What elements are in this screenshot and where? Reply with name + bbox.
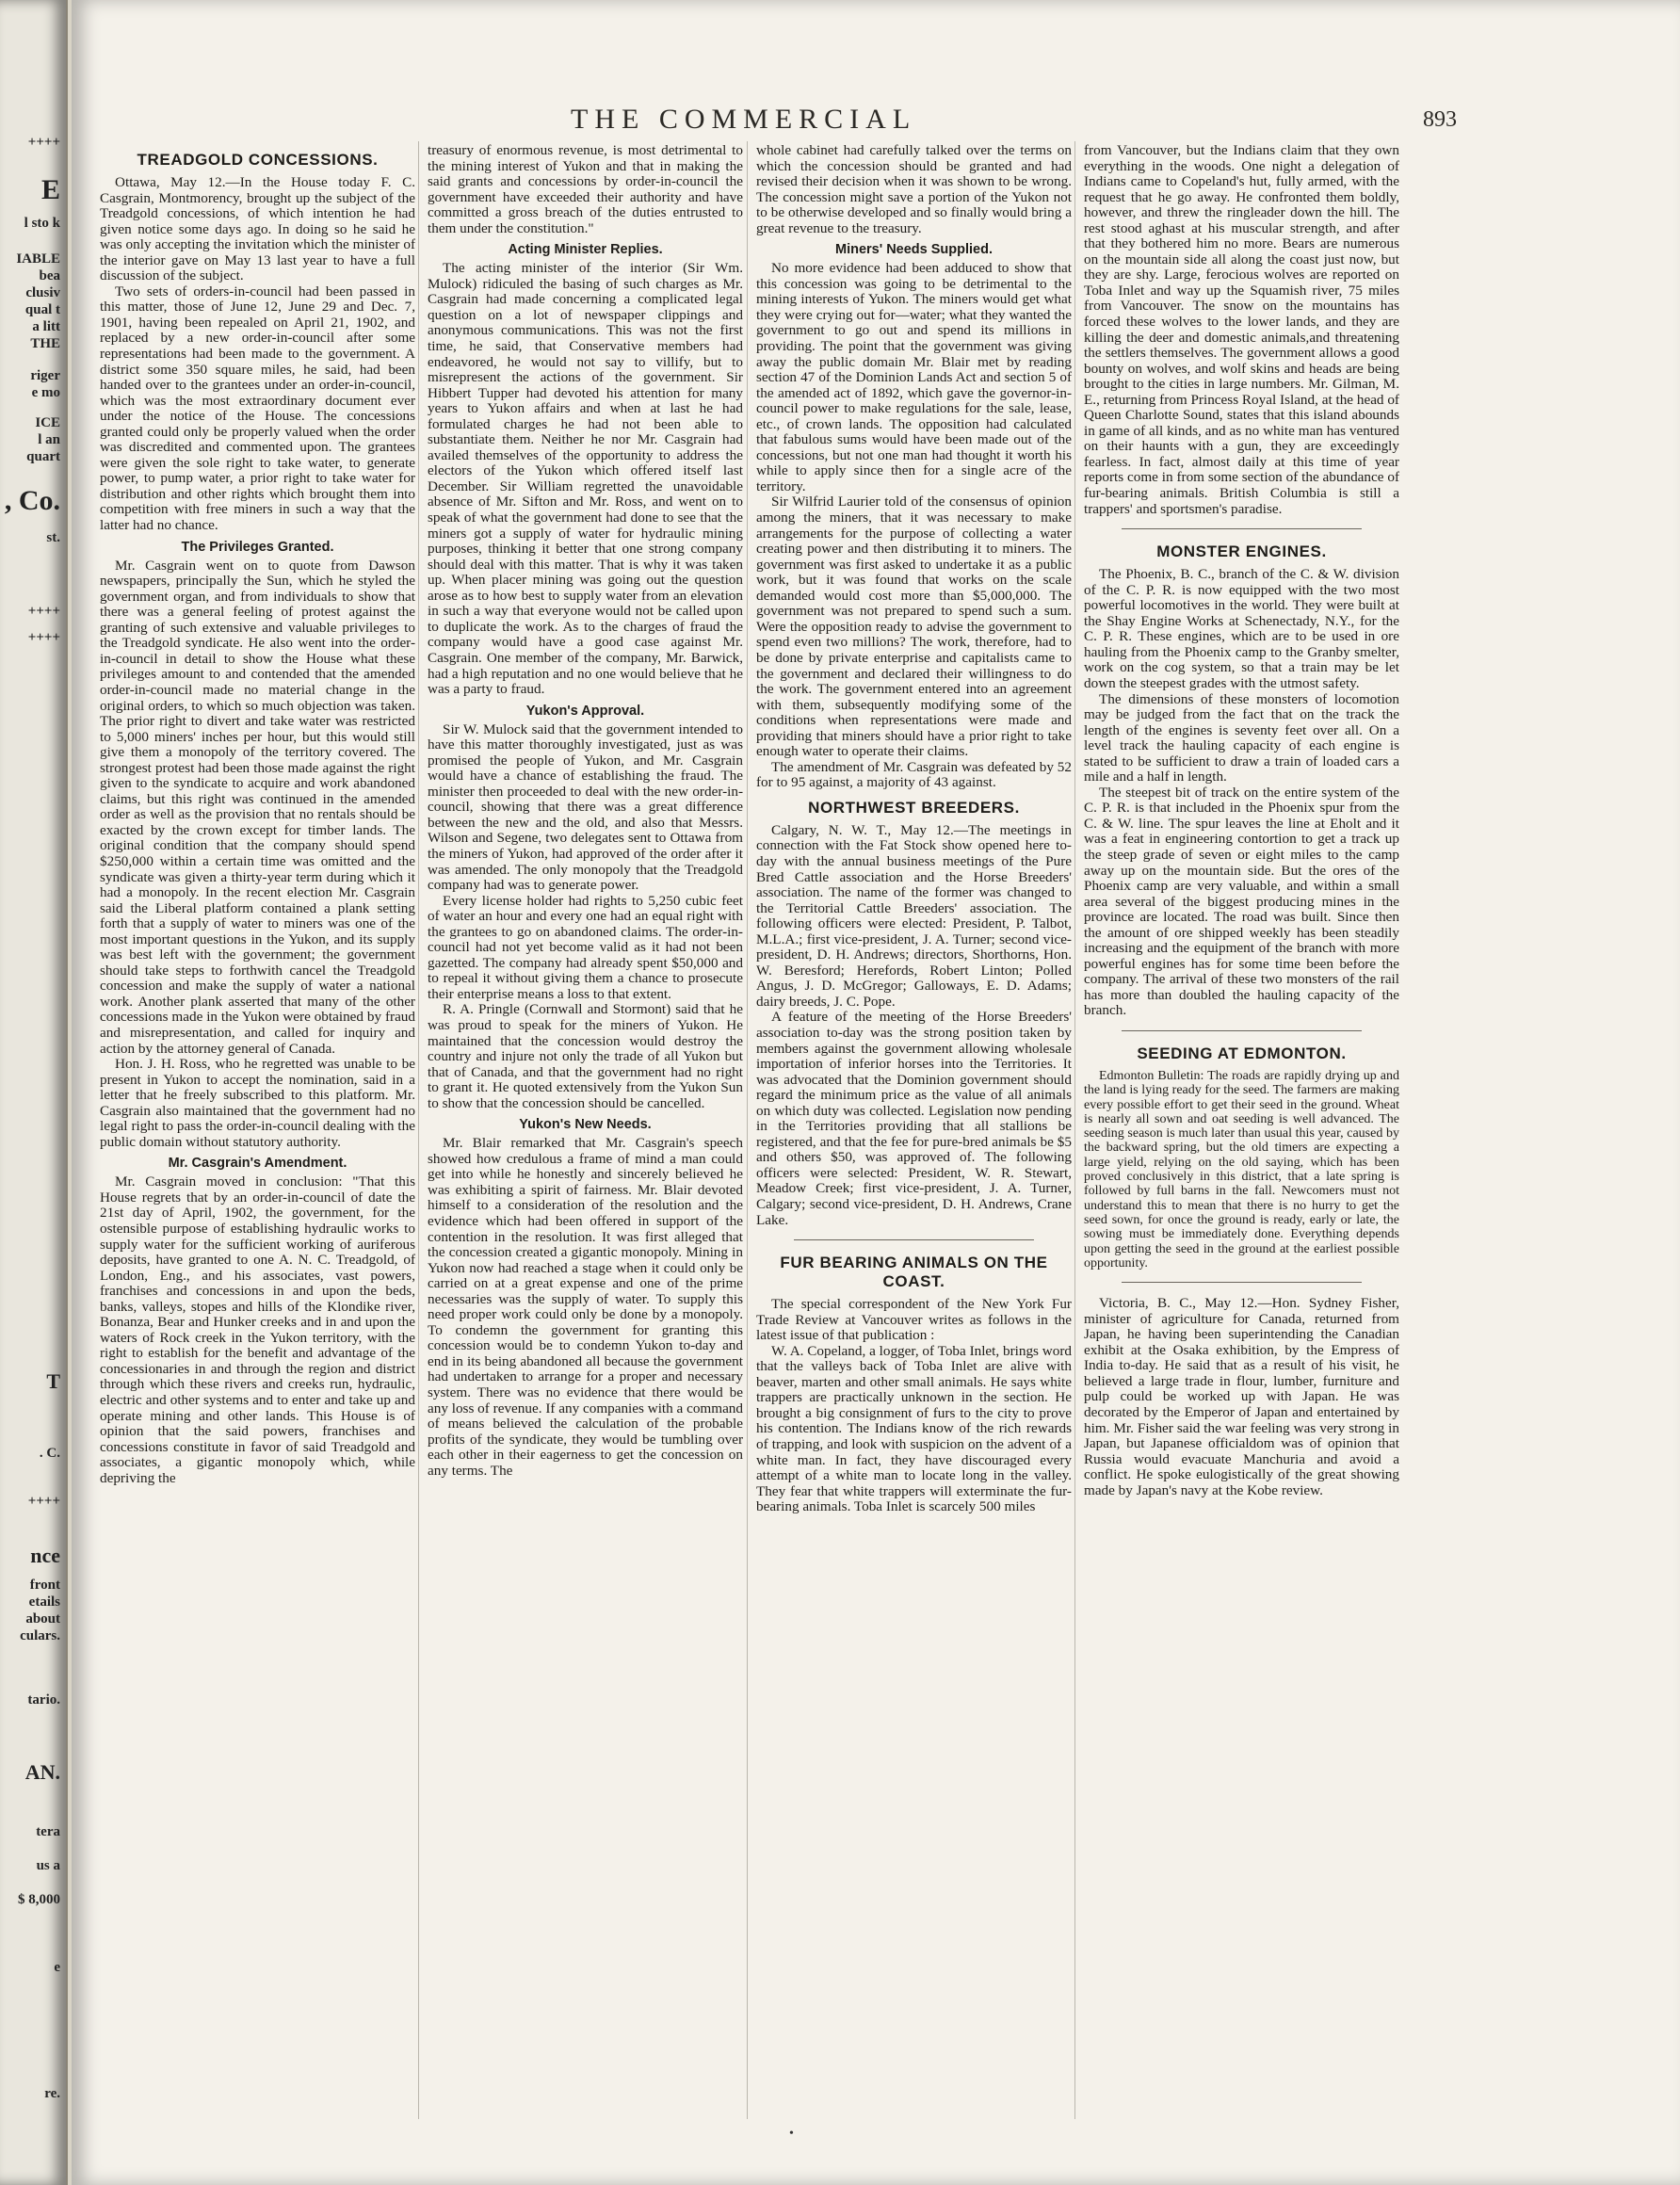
previous-page-fragment: etails [28, 1594, 60, 1610]
previous-page-fragment: . C. [39, 1446, 60, 1461]
page-dot: • [789, 2127, 794, 2141]
previous-page-fragment: front [29, 1578, 60, 1593]
previous-page-fragment: ++++ [27, 604, 60, 619]
masthead-title: THE COMMERCIAL [571, 104, 917, 135]
article-paragraph: The dimensions of these monsters of locomotion may be judged from the fact that on the track the length of the engines is seventy feet over all. On a level track the hauling capacity of each engine is stated to be sufficient to draw a train of loaded cars a mile and a half in length. [1084, 690, 1399, 785]
column-rule [418, 141, 419, 2119]
article-divider [1122, 1282, 1362, 1283]
previous-page-fragment: a litt [32, 319, 60, 334]
previous-page-fragment: ++++ [27, 135, 60, 150]
article-paragraph: A feature of the meeting of the Horse Breeders' association to-day was the strong position taken by members against the government allowing wholesale importation of inferior horses into the Territories. It was advocated that the Dominion government should regard the minimum price as the value of all animals on which duty was collected. Legislation now pending in the Territories providing that all stallions be registered, and that the fee for pure-bred animals be $5 and others $50, was approved of. The following officers were selected: President, W. R. Stewart, Meadow Creek; first vice-president, J. A. Turner, Calgary; second vice-president, D. H. Andrews, Crane Lake. [756, 1009, 1072, 1228]
article-heading: MONSTER ENGINES. [1156, 542, 1327, 561]
article-paragraph: The special correspondent of the New York Fur Trade Review at Vancouver writes as follows in the latest issue of that publication : [756, 1296, 1072, 1344]
article-paragraph: R. A. Pringle (Cornwall and Stormont) said that he was proud to speak for the miners of Yukon. He maintained that the concession would destroy the country and injure not only the trade of all Yukon but that of Canada, and that the government had no right to grant it. He quoted extensively from the Yukon Sun to show that the concession should be cancelled. [428, 1001, 743, 1111]
previous-page-edge [0, 0, 66, 2185]
previous-page-fragment: T [46, 1369, 60, 1393]
previous-page-fragment: e mo [31, 385, 60, 400]
column-rule [747, 141, 748, 2119]
article-paragraph: Mr. Casgrain moved in conclusion: "That this House regrets that by an order-in-council of date the 21st day of April, 1902, the government, for the ostensible purpose of establishing hydraulic works to supply water for the sufficient working of auriferous deposits, have granted to one A. N. C. Treadgold, of London, Eng., and his associates, vast powers, franchises and concessions in and upon the beds, banks, valleys, stopes and hills of the Klondike river, Bonanza, Bear and Hunker creeks and in and upon the waters of Rock creek in the Yukon territory, with the right to establish for the benefit and advantage of the concessionaries in and through the region and district through which these rivers and creeks run, hydraulic, electric and other systems and to enter and take up and operate mining and other lands. This House is of opinion that the said powers, franchises and concessions constitute in favor of said Treadgold and associates, a gigantic monopoly which, while depriving the [100, 1173, 415, 1486]
article-paragraph: whole cabinet had carefully talked over the terms on which the concession should be granted and had revised their decision when it was shown to be wrong. The concession might save a portion of the Yukon not to be otherwise developed and so finally would bring a great revenue to the treasury. [756, 143, 1072, 236]
previous-page-fragment: , Co. [4, 485, 60, 516]
article-paragraph: The acting minister of the interior (Sir Wm. Mulock) ridiculed the basing of such charges as Mr. Casgrain had made concerning a complicated legal question on a lot of newspaper clippings and anonymous communications. This was not the first time, he said, that Conservative members had endeavored, he would not say to villify, but to misrepresent the actions of the government. Sir Hibbert Tupper had devoted his attention for many years to Yukon affairs and when at last he had formulated charges he had not been able to substantiate them. Neither he nor Mr. Casgrain had availed themselves of the opportunity to address the electors of the Yukon which offered itself last December. Sir William regretted the unavoidable absence of Mr. Sifton and Mr. Ross, and went on to speak of what the government had done to see that the miners got a supply of water for hydraulic mining purposes, thinking it better that one strong company should deal with this matter. That is why it was taken up. When placer mining was going out the question arose as to how best to supply water from an elevation in such a way that everyone would not be called upon to duplicate the work. As to the charges of fraud the company would have a good case against Mr. Casgrain. One member of the company, Mr. Barwick, had a high reputation and no one would believe that he was a party to fraud. [428, 260, 743, 698]
article-heading: Miners' Needs Supplied. [834, 242, 993, 258]
article-paragraph: No more evidence had been adduced to show that this concession was going to be detrimental to the mining interests of Yukon. The miners would get what they were crying out for—water; what they wanted the government to go out and spend its millions in providing. The point that the government was giving away the public domain Mr. Blair met by reading section 47 of the Dominion Lands Act and section 5 of the amended act of 1892, which gave the governor-in-council power to make regulations for the sale, lease, etc., of crown lands. The opposition had calculated that fabulous sums would have been made out of the concessions, but not one man had thought it worth his while to apply since then for a single acre of the territory. [756, 260, 1072, 494]
article-paragraph: Mr. Blair remarked that Mr. Casgrain's speech showed how credulous a frame of mind a man could get into while he honestly and sincerely believed he was exhibiting a spirit of fairness. Mr. Blair devoted himself to a consideration of the resolution and the evidence which had been offered in support of the contention in the resolution. It was first alleged that the concession created a gigantic monopoly. Mining in Yukon now had reached a stage when it could only be carried on at a great expense and one of the prime necessaries was the supply of water. To supply this need proper work could only be done by a monopoly. To condemn the government for granting this concession would be to condemn Yukon to-day and end in its being abandoned all because the government had undertaken to arrange for a proper and necessary system. There was no evidence that there would be any loss of revenue. If any companies with a command of means believed the calculation of the probable profits of the syndicate, they would be tumbling over each other in their eagerness to get the concession on any terms. The [428, 1135, 743, 1479]
previous-page-fragment: culars. [20, 1628, 60, 1643]
article-paragraph: treasury of enormous revenue, is most detrimental to the mining interest of Yukon and that in making the said grants and concessions by order-in-council the government have exceeded their authority and have committed a gross breach of the duties entrusted to them under the constitution." [428, 143, 743, 236]
article-divider [794, 1239, 1034, 1240]
article-heading: SEEDING AT EDMONTON. [1137, 1044, 1347, 1062]
article-divider [1122, 528, 1362, 529]
article-paragraph: Sir Wilfrid Laurier told of the consensus of opinion among the miners, that it was necessary to make arrangements for the purpose of collecting a water creating power and then distributing it to miners. The government was first asked to undertake it as a public work, but it was found that works on the scale demanded would cost more than $5,000,000. The government was not prepared to spend such a sum. Were the opposition ready to advise the government to spend even two millions? The work, therefore, had to be done by private enterprise and capitalists came to the government and declared their willingness to do the work. The government entered into an agreement with them, subsequently modifying some of the conditions when representations were made and providing that miners should have a prior right to take enough water to operate their claims. [756, 494, 1072, 760]
previous-page-fragment: AN. [24, 1760, 60, 1784]
previous-page-fragment: qual t [24, 302, 60, 317]
article-paragraph: Mr. Casgrain went on to quote from Dawson newspapers, principally the Sun, which he styled the government organ, and from individuals to show that there was a general feeling of protest against the granting of such extensive and valuable privileges to the Treadgold syndicate. He also went into the order-in-council in detail to show the House what these privileges amount to and contended that the amended order-in-council made no material change in the original orders, to which so much objection was taken. The prior right to divert and take water was restricted to 5,000 miners' inches per hour, but this would still give them a monopoly of the territory covered. The strongest protest had been those made against the right given to the syndicate to acquire and work abandoned claims, but this right was continued in the amended order as well as the provision that no rentals should be exacted by the crown except for timber lands. The original condition that the company should spend $250,000 within a certain time was omitted and the syndicate was given a thirty-year term during which it had a monopoly. In the recent election Mr. Casgrain said the Liberal platform contained a plank setting forth that a supply of water to miners was one of the most important questions in the Yukon, and its supply was best left with the government; the government should take steps to forthwith cancel the Treadgold concession and make the supply of water a national work. Another plank asserted that many of the other concessions made in the Yukon were obtained by fraud and misrepresentation, and called for inquiry and action by the attorney general of Canada. [100, 557, 415, 1057]
article-paragraph: The amendment of Mr. Casgrain was defeated by 52 for to 95 against, a majority of 43 against. [756, 758, 1072, 791]
article-paragraph: Victoria, B. C., May 12.—Hon. Sydney Fisher, minister of agriculture for Canada, returned from Japan, he having been superintending the Canadian exhibit at the Osaka exhibition, by the Empress of India to-day. He said that as a result of his visit, he believed a large trade in flour, lumber, furniture and pulp could be worked up with Japan. He was decorated by the Emperor of Japan and entertained by him. Mr. Fisher said the war feeling was very strong in Japan, but Japanese officialdom was of opinion that Russia would evacuate Manchuria and avoid a conflict. He spoke eulogistically of the great showing made by Japan's navy at the Kobe review. [1084, 1295, 1399, 1498]
previous-page-fragment: $ 8,000 [18, 1892, 60, 1907]
previous-page-fragment: l an [38, 432, 60, 447]
article-heading: Yukon's New Needs. [519, 1117, 652, 1133]
previous-page-fragment: tera [36, 1824, 60, 1839]
article-paragraph: Calgary, N. W. T., May 12.—The meetings in connection with the Fat Stock show opened here to-day with the annual business meetings of the Pure Bred Cattle association and the Horse Breeders' association. The name of the former was changed to the Territorial Cattle Breeders' association. The following officers were elected: President, P. Talbot, M.L.A.; first vice-president, J. A. Turner; second vice-president, D. H. Andrews; directors, Shorthorns, Hon. W. Beresford; Herefords, Robert Linton; Polled Angus, J. D. McGregor; Galloways, E. D. Adams; dairy breeds, J. C. Pope. [756, 821, 1072, 1010]
article-paragraph: W. A. Copeland, a logger, of Toba Inlet, brings word that the valleys back of Toba Inlet are alive with beaver, marten and other small animals. He says white trappers are practically unknown in the section. He brought a big consignment of furs to the city to prove his contention. The Indians know of the rich rewards of trapping, and look with suspicion on the advent of a white man. In fact, they have discouraged every attempt of a white man to locate long in the valley. They fear that white trappers will exterminate the fur-bearing animals. Toba Inlet is scarcely 500 miles [756, 1342, 1072, 1515]
previous-page-fragment: THE [30, 336, 60, 351]
column-2 [428, 143, 743, 2130]
article-paragraph: from Vancouver, but the Indians claim that they own everything in the woods. One night a delegation of Indians came to Copeland's hut, fully armed, with the request that he go away. He confronted them boldly, however, and threw the ringleader down the hill. The rest stood aghast at his muscular strength, and after that they bothered him no more. Bears are numerous on the mountain side all along the coast just now, but they are shy. Large, ferocious wolves are reported on Toba Inlet and way up the Squamish river, 75 miles from Vancouver. The snow on the mountains has forced these wolves to the lower lands, and they are killing the deer and domestic animals,and threatening the settlers themselves. The government allows a good bounty on wolves, and wolf skins and heads are being brought to the cities in large numbers. Mr. Gilman, M. E., returning from Princess Royal Island, at the head of Queen Charlotte Sound, states that this island abounds in game of all kinds, and as no white man has ventured on their haunts with a gun, they are exceedingly fearless. In fact, almost daily at this time of year reports come in from some section of the abundance of fur-bearing animals. British Columbia is still a trappers' and sportsmen's paradise. [1084, 143, 1399, 517]
article-heading: The Privileges Granted. [181, 539, 334, 555]
previous-page-fragment: us a [36, 1858, 60, 1873]
previous-page-fragment: clusiv [25, 285, 60, 300]
previous-page-fragment: ++++ [27, 1494, 60, 1509]
previous-page-fragment: E [40, 174, 60, 205]
article-paragraph: Every license holder had rights to 5,250 cubic feet of water an hour and every one had an equal right with the grantees to go on abandoned claims. The order-in-council had not yet become valid as it had not been gazetted. The company had already spent $50,000 and to repeal it without giving them a chance to prosecute their enterprise means a loss to that extent. [428, 892, 743, 1002]
previous-page-fragment: about [25, 1611, 60, 1627]
previous-page-fragment: l sto k [24, 216, 60, 231]
previous-page-fragment: riger [30, 368, 60, 383]
newspaper-page [72, 0, 1680, 2185]
column-rule [1074, 141, 1075, 2119]
previous-page-fragment: e [54, 1960, 60, 1975]
article-paragraph: Ottawa, May 12.—In the House today F. C. Casgrain, Montmorency, brought up the subject of the Treadgold concessions, of which intention he had given notice some days ago. In doing so he said he was only accepting the invitation which the minister of the interior gave on May 13 last year to have a full discussion of the subject. [100, 174, 415, 284]
article-paragraph: Two sets of orders-in-council had been passed in this matter, those of June 12, June 29 and Dec. 7, 1901, having been repealed on April 21, 1902, and replaced by a new order-in-council after some representations had been made to the government. A district some 350 square miles, he said, had been handed over to the grantees under an order-in-council, which was the most extraordinary document ever under the notice of the House. The concessions granted could only be properly valued when the order was discredited and commented upon. The grantees were given the sole right to take water, to generate power, to pump water, a prior right to take water for distribution and other rights which brought them into competition with free miners in such a way that the latter had no chance. [100, 283, 415, 534]
article-paragraph: Sir W. Mulock said that the government intended to have this matter thoroughly investigated, just as was promised the people of Yukon, and Mr. Casgrain would have a chance of establishing the fraud. The minister then proceeded to deal with the new order-in-council, showing that there was a great difference between the new and the old, and also that Messrs. Wilson and Segene, two delegates sent to Ottawa from the miners of Yukon, had approved of the order after it was amended. The only monopoly that the Treadgold company had was to generate power. [428, 720, 743, 894]
article-heading: TREADGOLD CONCESSIONS. [137, 151, 379, 169]
article-paragraph: The steepest bit of track on the entire system of the C. P. R. is that included in the Phoenix spur from the C. & W. line. The spur leaves the line at Eholt and it was a feat in engineering contortion to get a track up the steep grade of seven or eight miles to the camp away up on the mountain side. But the ores of the Phoenix camp are very valuable, and within a small area several of the biggest producing mines in the province are located. The road was built. Since then the amount of ore shipped weekly has been steadily increasing and the equipment of the branch with more powerful engines has for some time been before the company. The arrival of these two monsters of the rail has more than doubled the hauling capacity of the branch. [1084, 784, 1399, 1019]
article-paragraph: Hon. J. H. Ross, who he regretted was unable to be present in Yukon to accept the nomination, said in a letter that he freely subscribed to this platform. Mr. Casgrain also maintained that the government had no legal right to pass the order-in-council dealing with the public domain without statutory authority. [100, 1056, 415, 1150]
previous-page-fragment: st. [46, 530, 60, 545]
page-header [72, 104, 1680, 141]
previous-page-fragment: bea [39, 268, 60, 283]
article-divider [1122, 1030, 1362, 1031]
article-heading: Mr. Casgrain's Amendment. [168, 1156, 347, 1172]
previous-page-fragment: nce [30, 1544, 60, 1567]
column-4 [1084, 143, 1399, 2130]
previous-page-fragment: re. [44, 2086, 60, 2101]
previous-page-fragment: IABLE [16, 251, 60, 267]
previous-page-fragment: quart [26, 449, 60, 464]
article-paragraph: Edmonton Bulletin: The roads are rapidly drying up and the land is lying ready for the seed. The farmers are making every possible effort to get their seed in the ground. Wheat is nearly all sown and oat seeding is well advanced. The seeding season is much later than usual this year, caused by the backward spring, but the old timers are expecting a large yield, relying on the old saying, which has been proved conclusively in this district, that a late spring is followed by full barns in the fall. Newcomers must not understand this to mean that there is no hurry to get the seed sown, for once the ground is ready, early or late, the sowing must be immediately done. Everything depends upon getting the seed in the ground at the earliest possible opportunity. [1084, 1068, 1399, 1271]
previous-page-fragment: ++++ [27, 630, 60, 645]
article-heading: FUR BEARING ANIMALS ON THE COAST. [780, 1254, 1048, 1291]
previous-page-fragment: ICE [35, 415, 60, 430]
article-paragraph: The Phoenix, B. C., branch of the C. & W. division of the C. P. R. is now equipped with the two most powerful locomotives in the world. They were built at the Shay Engine Works at Schenectady, N.Y., for the C. P. R. These engines, which are to be used in ore hauling from the Phoenix camp to the Granby smelter, work on the cog system, so that a train may be let down the steepest grades with the utmost safety. [1084, 566, 1399, 691]
page-number: 893 [1423, 107, 1457, 132]
column-1 [100, 143, 415, 2130]
article-heading: Acting Minister Replies. [508, 242, 663, 258]
article-heading: NORTHWEST BREEDERS. [808, 798, 1020, 817]
column-3 [756, 143, 1072, 2130]
article-heading: Yukon's Approval. [525, 703, 645, 719]
previous-page-fragment: tario. [27, 1692, 60, 1708]
